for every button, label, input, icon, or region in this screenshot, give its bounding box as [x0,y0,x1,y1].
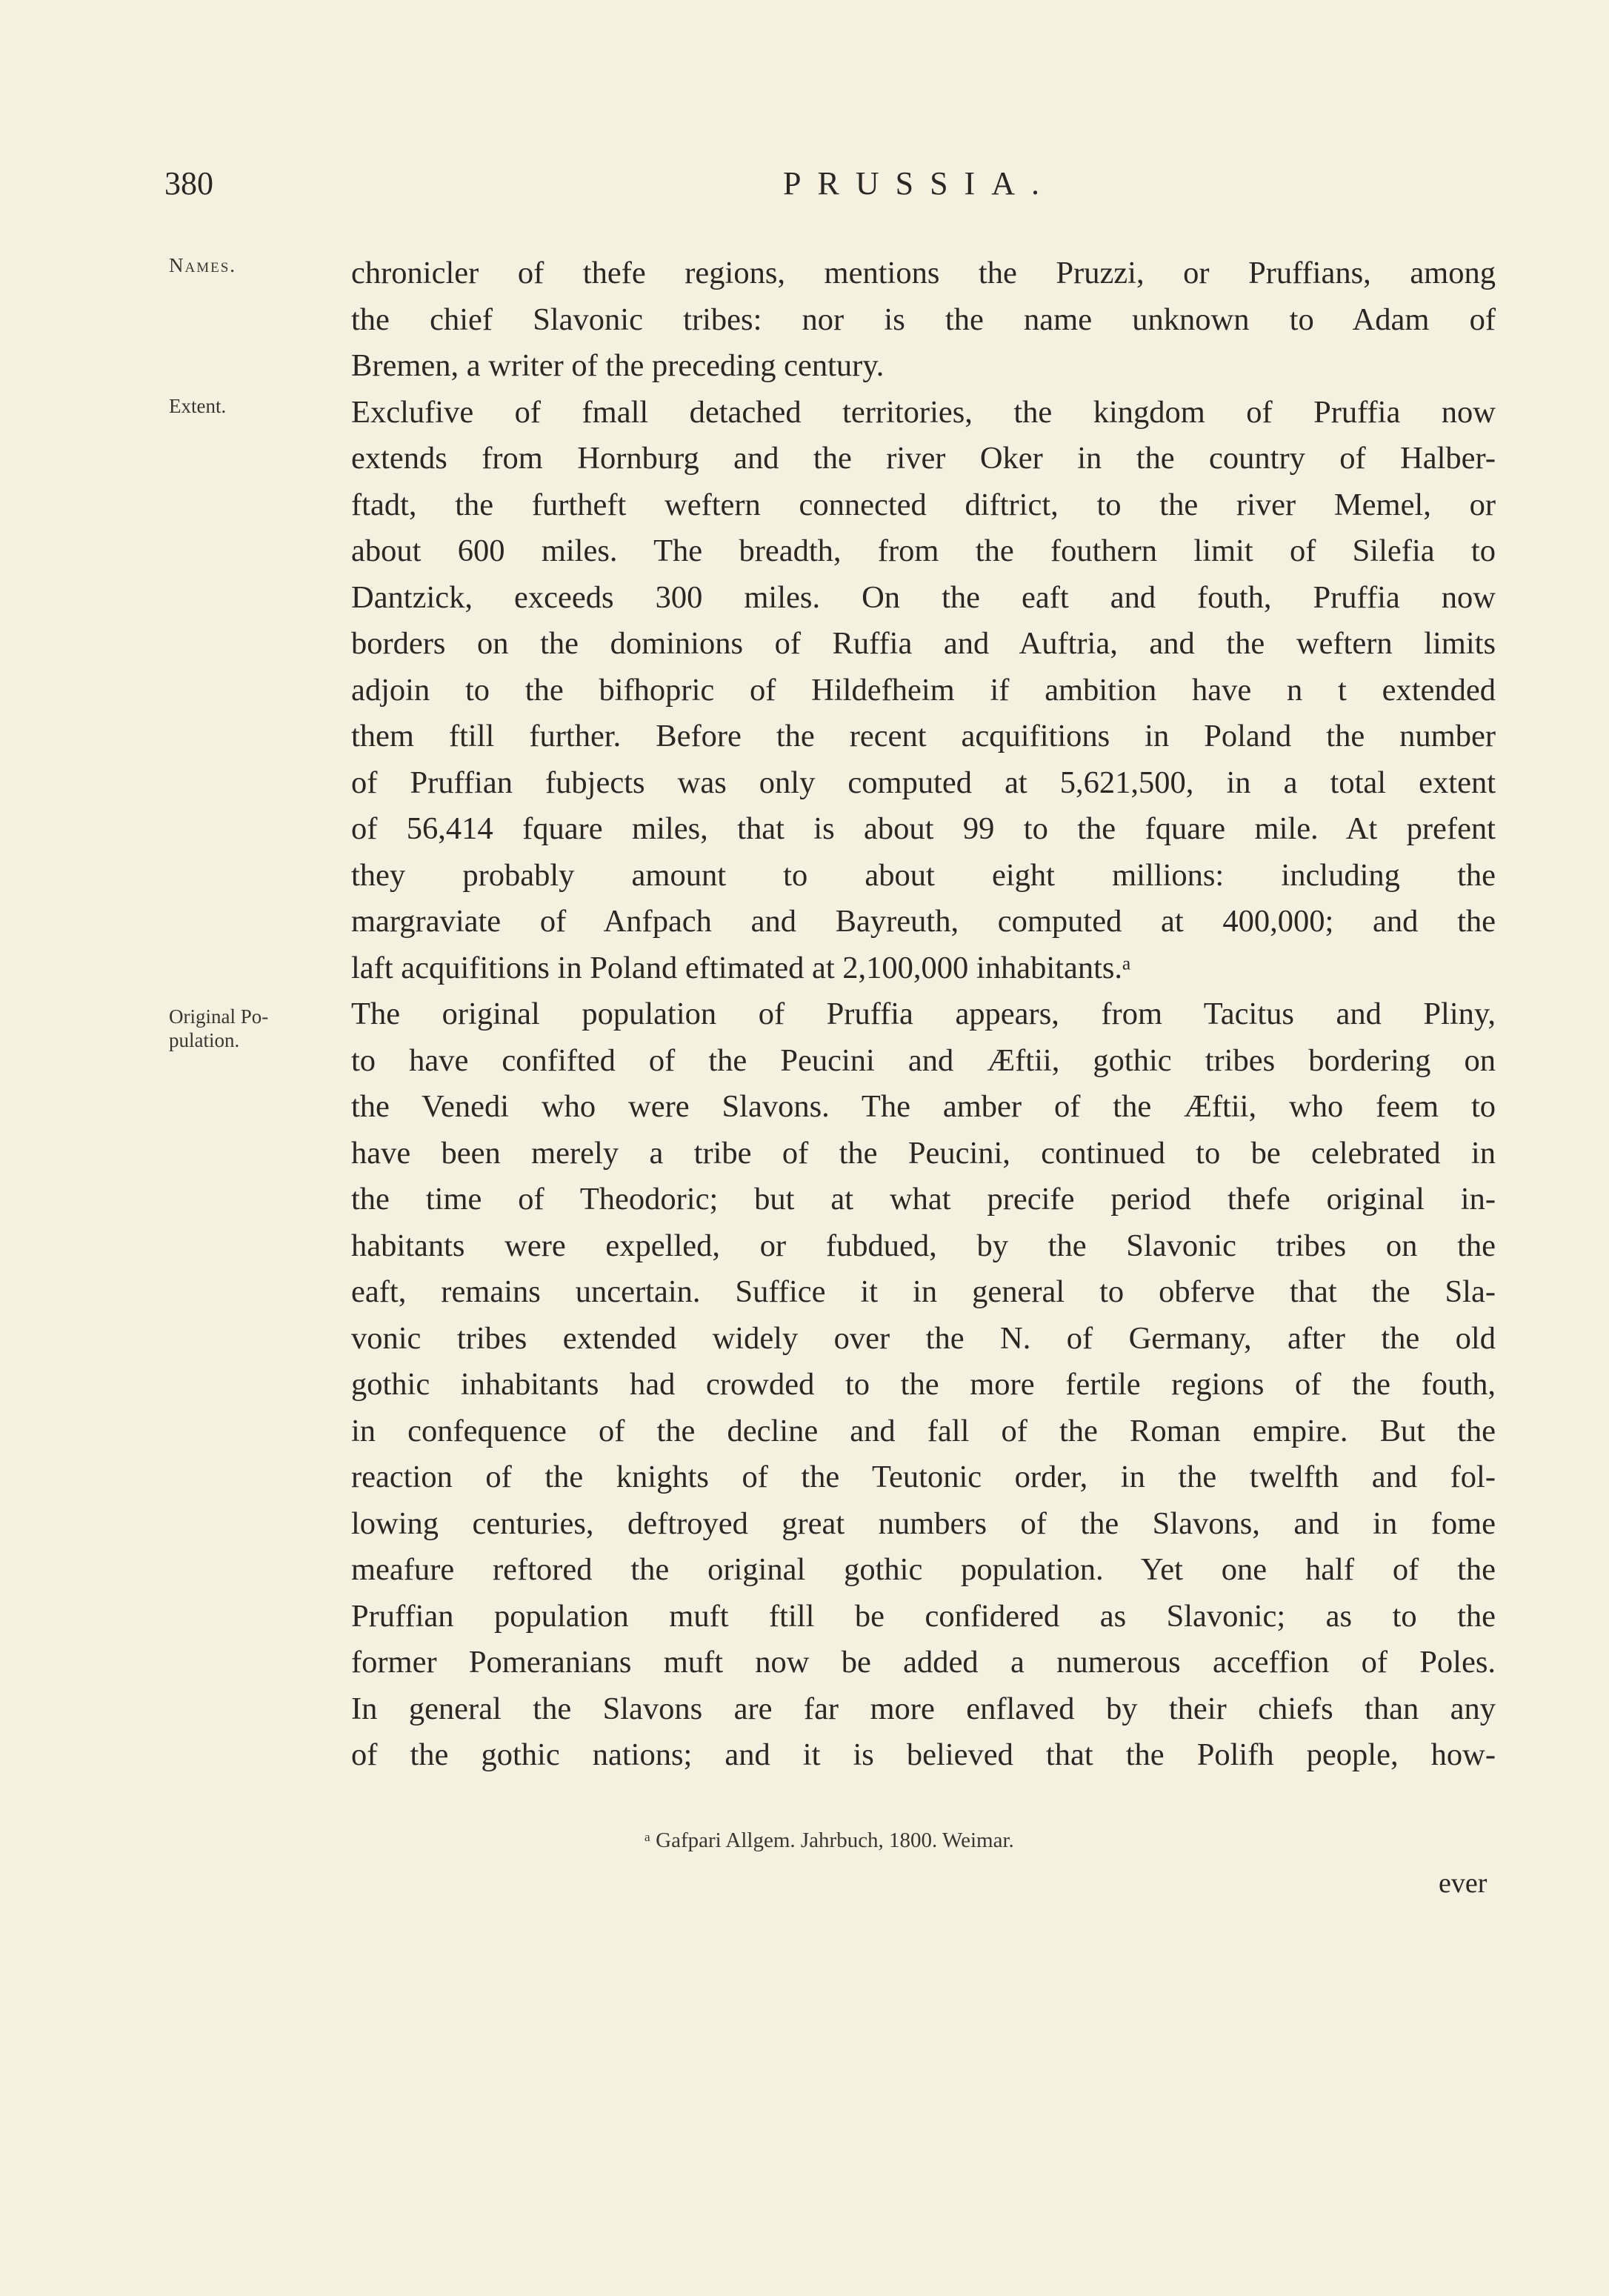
text-line: adjoin to the bifhopric of Hildefheim if ambition have n t extended [351,672,1496,708]
text-line: they probably amount to about eight millions: including the [351,857,1496,893]
text-line: have been merely a tribe of the Peucini, continued to be celebrated in [351,1135,1496,1171]
text-line: in confequence of the decline and fall of the Roman empire. But the [351,1413,1496,1448]
text-line: ftadt, the furtheft weftern connected diftrict, to the river Memel, or [351,487,1496,522]
text-line: vonic tribes extended widely over the N. of Germany, after the old [351,1320,1496,1356]
text-line: them ftill further. Before the recent acquifitions in Poland the number [351,719,1496,753]
text-line: Pruffian population muft ftill be confidered as Slavonic; as to the [351,1598,1496,1634]
text-line: margraviate of Anfpach and Bayreuth, computed at 400,000; and the [351,904,1496,939]
text-line: about 600 miles. The breadth, from the fouthern limit of Silefia to [351,533,1496,568]
sidenote-extent: Extent. [169,395,227,417]
page-number: 380 [164,165,213,202]
text-line: Exclufive of fmall detached territories, the kingdom of Pruffia now [351,394,1496,430]
catchword: ever [1439,1868,1488,1899]
text-line: of the gothic nations; and it is believed that the Polifh people, how- [351,1737,1496,1772]
text-line: former Pomeranians muft now be added a numerous acceffion of Poles. [351,1645,1496,1680]
text-line: of 56,414 fquare miles, that is about 99 to the fquare mile. At prefent [351,811,1496,846]
text-line: the chief Slavonic tribes: nor is the name unknown to Adam of [351,302,1496,337]
text-line: laft acquifitions in Poland eftimated at 2,100,000 inhabitants.ᵃ [351,950,1131,985]
text-line: the Venedi who were Slavons. The amber of the Æftii, who feem to [351,1089,1496,1124]
sidenote-original-population [169,1005,324,1052]
text-line: reaction of the knights of the Teutonic order, in the twelfth and fol- [351,1460,1496,1494]
running-title: PRUSSIA. [783,165,1056,202]
sidenote-population-line-1: Original Po- [169,1005,269,1028]
text-line: of Pruffian fubjects was only computed at 5,621,500, in a total extent [351,765,1496,800]
text-line: In general the Slavons are far more enflaved by their chiefs than any [351,1691,1496,1726]
text-line: The original population of Pruffia appears, from Tacitus and Pliny, [351,996,1496,1031]
text-line: to have confifted of the Peucini and Æftii, gothic tribes bordering on [351,1042,1496,1078]
text-line: lowing centuries, deftroyed great numbers of the Slavons, and in fome [351,1505,1496,1541]
running-head [164,164,1498,209]
footnote: ᵃ Gafpari Allgem. Jahrbuch, 1800. Weimar. [644,1829,1014,1852]
text-line: gothic inhabitants had crowded to the more fertile regions of the fouth, [351,1367,1496,1402]
body-text [351,250,1496,1779]
text-line: habitants were expelled, or fubdued, by the Slavonic tribes on the [351,1228,1496,1263]
text-line: extends from Hornburg and the river Oker in the country of Halber- [351,441,1496,476]
text-line: chronicler of thefe regions, mentions the Pruzzi, or Pruffians, among [351,256,1496,290]
text-line: Bremen, a writer of the preceding century. [351,348,885,383]
text-line: borders on the dominions of Ruffia and Auftria, and the weftern limits [351,626,1496,661]
text-line: meafure reftored the original gothic population. Yet one half of the [351,1552,1496,1587]
sidenote-population-line-2: pulation. [169,1029,240,1051]
text-line: Dantzick, exceeds 300 miles. On the eaft and fouth, Pruffia now [351,579,1496,615]
sidenote-names: Names. [169,254,237,276]
text-line: eaft, remains uncertain. Suffice it in general to obferve that the Sla- [351,1274,1496,1309]
text-line: the time of Theodoric; but at what precife period thefe original in- [351,1182,1496,1217]
